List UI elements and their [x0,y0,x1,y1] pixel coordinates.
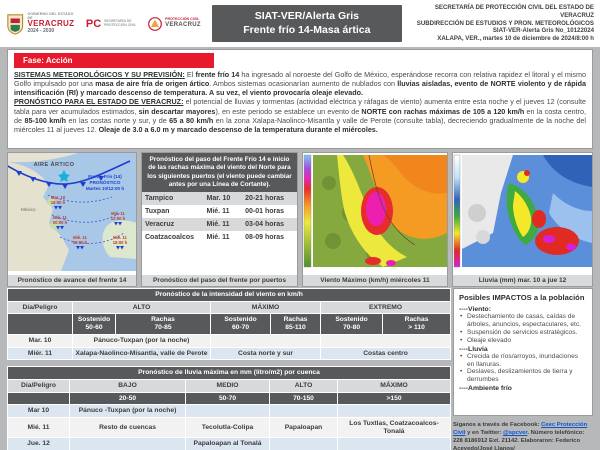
port-cell: Tuxpan [142,205,204,218]
systems-paragraph: SISTEMAS METEOROLÓGICOS Y SU PREVISIÓN: El frente frío 14 ha ingresado al noroeste del Golfo de México, esperándose recorra con relativa rapidez el litoral y el mismo Golfo impulsado por una masa de aire fría de origen ártico. Ambos sistemas ocasionarían aumento de nublados con lluvias aisladas, evento de NORTE violento y de rápida intensificación (RI) y marcado descenso de temperatura. A su vez, el viento provocaría oleaje elevado. [14,70,587,98]
medio-cell: Papaloapan al Tonalá [186,438,270,450]
table-row [142,192,297,205]
graphics-band [7,152,593,287]
time-label: Mié. 11 [73,235,87,240]
bajo-cell [70,438,186,450]
front-map-caption: Pronóstico de avance del frente 14 [8,275,136,286]
veracruz-coat-of-arms-icon [6,12,24,36]
wind-intensity-table [7,288,451,360]
bajo-cell: Resto de cuencas [70,418,186,438]
range-cell: 70-150 [270,392,338,405]
state-forecast-paragraph: PRONÓSTICO PARA EL ESTADO DE VERACRUZ: el potencial de lluvias y tormentas (actividad eléctrica y ráfagas de viento) aumenta entre esta noche y el jueves 12 (consulte tabla para ver acumulados estimados, sin descartar mayores), en este periodo se establece un evento de NORTE con rachas máximas de 105 a 120 km/h en la costa centro, de 85-100 km/h en las costas norte y sur, y de 65 a 80 km/h en la zona Xalapa-Naolinco-Misantla y valle de Perote (consulte tabla), decreciendo gradualmente de la noche del miércoles 11 al jueves 12. Oleaje de 3.0 a 6.0 m y marcado descenso de la temperatura durante el miércoles. [14,97,587,134]
list-item: • Crecida de ríos/arroyos, inundaciones en llanuras. [459,353,587,369]
gov-top-label: GOBIERNO DEL ESTADO DE [27,12,74,20]
ports-table [142,192,297,244]
impacts-wind-heading: ----Viento: [459,306,491,313]
rain-table-title: Pronóstico de lluvia máxima en mm (litro/m2) por cuenca [8,367,451,380]
table-row [8,405,451,418]
hazard-tables [7,288,450,450]
impacts-wind-list [459,313,587,345]
pc-sub-label: SECRETARÍA DE PROTECCIÓN CIVIL [104,18,137,27]
impacts-column [453,288,593,450]
day-cell: Mié. 11 [204,205,243,218]
alto-cell [270,438,338,450]
empty-cell [8,314,73,334]
day-cell: Mié. 11 [8,418,70,438]
table-row [8,347,451,360]
time-label: 18:00 h [112,240,128,245]
pc-logo [86,18,138,30]
time-label: Mié. 11 [113,235,127,240]
rain-map-panel [452,152,593,287]
forecast-text-box [7,49,593,149]
table-row [8,418,451,438]
list-item: • Deslaves, deslizamientos de tierra y derrumbes [459,368,587,384]
contact-footer: Síganos a través de Facebook: Ceec Protección Civil y en Twitter: @spcver. Número telefónico: 228 8186912 Ext. 21142. Elaboraron: Federico Acevedo/José Llanos/ [453,422,588,450]
maximo-header: MÁXIMO [211,301,321,314]
list-item: • Oleaje elevado [459,337,587,345]
day-cell: Jue. 12 [8,438,70,450]
proteccion-civil-emblem-icon [148,17,162,31]
bajo-header: BAJO [70,379,186,392]
time-label: 18:00 h [50,200,66,205]
time-label: Mié. 11 [111,211,125,216]
org-line: SECRETARÍA DE PROTECCIÓN CIVIL DEL ESTADO DE VERACRUZ [434,3,594,19]
time-label: 00:00 h [52,220,68,225]
port-cell: Tampico [142,192,204,205]
day-cell: Mié. 11 [204,231,243,244]
front-label: Martes 10/12:00 h [85,186,125,191]
org-info [402,4,594,44]
maximo-cell: Costa norte y sur [211,347,321,360]
footer-link[interactable]: @spcver [502,429,528,436]
medio-cell: Tecolutla-Colipa [186,418,270,438]
wind-map-panel [302,152,448,287]
org-line: SIAT-VER-Alerta Gris No_10122024 [492,27,594,35]
alto-header: ALTO [270,379,338,392]
front-advance-map-panel [7,152,137,287]
table-row [8,438,451,450]
extremo-cell: Costas centro [321,347,451,360]
pc3-name-label: VERACRUZ [165,22,201,29]
bulletin-title-line1: SIAT-VER/Alerta Gris [254,10,359,23]
impacts-panel [453,288,593,416]
port-cell: Veracruz [142,218,204,231]
extremo-header: EXTREMO [321,301,451,314]
subheader-cell: Rachas > 110 [383,314,451,334]
time-label: Mar. 10 [50,195,66,200]
day-peligro-header: Día/Peligro [8,301,73,314]
impacts-rain-heading: ----Lluvia [459,345,488,353]
header [0,0,600,47]
subheader-cell: Rachas 70-85 [116,314,211,334]
org-line: XALAPA, VER., martes 10 de diciembre de 2024/8:00 h [437,35,594,43]
day-cell: Mar. 10 [8,334,73,347]
medio-header: MEDIO [186,379,270,392]
rain-colorbar [454,155,460,267]
ports-table-header: Pronóstico del paso del Frente Frío 14 e inicio de las rachas máxima del viento del Norte para los siguientes puertos (el viento puede cambiar antes por una Línea de Cortante). [142,153,297,192]
pc3-sub-label: PROTECCIÓN CIVIL [165,17,200,22]
rain-field [462,155,592,267]
maximo-cell [338,405,451,418]
subheader-cell: Sostenido 70-80 [321,314,383,334]
maximo-cell: Los Tuxtlas, Coatzacoalcos-Tonalá [338,418,451,438]
table-row [142,205,297,218]
mexico-label: México [21,207,36,212]
gov-name-label: VERACRUZ [27,19,75,29]
maximo-header: MÁXIMO [338,379,451,392]
impacts-rain-list [459,353,587,385]
rain-max-table [7,366,451,450]
ports-table-panel [141,152,298,287]
empty-cell [8,392,70,405]
maximo-cell [338,438,451,450]
front-advance-map [8,153,136,271]
bajo-cell: Pánuco -Tuxpan (por la noche) [70,405,186,418]
subheader-cell: Sostenido 60-70 [211,314,271,334]
hours-cell: 08-09 horas [242,231,297,244]
table-row [142,218,297,231]
port-cell: Coatzacoalcos [142,231,204,244]
day-cell: Mar. 10 [204,192,243,205]
day-cell: Mié. 11 [204,218,243,231]
wind-map-caption: Viento Máximo (km/h) miércoles 11 [303,275,447,286]
rain-map-caption: Lluvia (mm) mar. 10 a jue 12 [453,275,592,286]
alto-cell: Xalapa-Naolinco-Misantla, valle de Perote [73,347,211,360]
table-row [142,231,297,244]
extremo-cell [321,334,451,347]
impacts-title: Posibles IMPACTOS a la población [459,293,585,302]
time-label: 06:00 h [72,240,88,245]
logo-strip [6,12,201,36]
table-row [8,334,451,347]
range-cell: 20-50 [70,392,186,405]
front-label: Frente Frío (14) [88,174,122,179]
air-artic-label: AIRE ÁRTICO [33,162,75,168]
range-cell: 50-70 [186,392,270,405]
wind-colorbar [304,155,311,267]
maximo-cell [211,334,321,347]
ports-table-caption: Pronóstico del paso del frente por puertos [142,275,297,286]
gov-years-label: 2024 - 2030 [27,27,55,34]
list-item: • Suspensión de servicios estratégicos. [459,329,587,337]
day-cell: Miér. 11 [8,347,73,360]
org-line: SUBDIRECCIÓN DE ESTUDIOS Y PRON. METEOROLÓGICOS [416,19,594,27]
pc-initials: PC [85,17,102,30]
list-item: • Destechamiento de casas, caídas de árboles, anuncios, espectaculares, etc. [459,313,587,329]
time-label: Mié. 11 [53,215,67,220]
alto-cell: Papaloapan [270,418,338,438]
wind-field [313,155,447,267]
alto-header: ALTO [73,301,211,314]
veracruz-gov-logo [6,12,76,36]
hours-cell: 03-04 horas [242,218,297,231]
range-cell: >150 [338,392,451,405]
hours-cell: 00-01 horas [242,205,297,218]
alto-cell [270,405,338,418]
bulletin-title [212,5,402,41]
impacts-cold-heading: ----Ambiente frío [459,385,512,393]
alto-cell: Pánuco-Tuxpan (por la noche) [73,334,211,347]
wind-max-map [303,153,447,271]
day-cell: Mar 10 [8,405,70,418]
time-label: 12:00 h [110,216,126,221]
wind-table-title: Pronóstico de la intensidad del viento en km/h [8,289,451,302]
phase-badge: Fase: Acción [14,53,214,68]
proteccion-civil-logo [148,17,201,31]
day-peligro-header: Día/Peligro [8,379,70,392]
hours-cell: 20-21 horas [242,192,297,205]
subheader-cell: Rachas 85-110 [271,314,321,334]
bulletin-title-line2: Frente frío 14-Masa ártica [243,23,371,36]
footer-link[interactable]: Ceec Protección Civil [453,422,588,436]
front-label: PRONÓSTICO [89,180,121,185]
rain-accum-map [453,153,592,271]
medio-cell [186,405,270,418]
subheader-cell: Sostenido 50-60 [73,314,116,334]
